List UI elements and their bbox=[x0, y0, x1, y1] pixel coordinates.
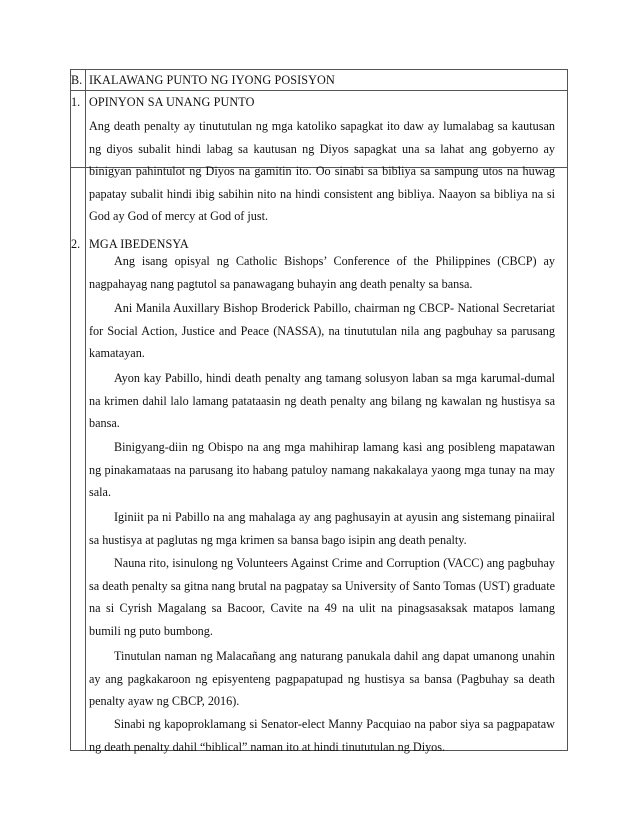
evidence-paragraph: Tinutulan naman ng Malacañang ang naturang panukala dahil ang dapat umanong unahin ay ang pagkakaroon ng episyenteng pagpapatupad ng hustisya sa bansa (Pagbuhay sa death penalty ayaw ng CBCP, 2016). bbox=[89, 649, 555, 708]
evidence-paragraph: Sinabi ng kapoproklamang si Senator-elect Manny Pacquiao na pabor siya sa pagpapataw ng death penalty dahil “biblical” naman ito at hindi tinututulan ng Diyos. bbox=[89, 717, 555, 754]
document-frame bbox=[70, 69, 568, 754]
evidence-paragraph: Ani Manila Auxillary Bishop Broderick Pabillo, chairman ng CBCP- National Secretariat for Social Action, Justice and Peace (NASSA), na tinututulan nila ang pagbuhay sa parusang kamatayan. bbox=[89, 301, 555, 360]
section-b-number: B. bbox=[71, 73, 83, 87]
evidence-paragraph: Nauna rito, isinulong ng Volunteers Against Crime and Corruption (VACC) ang pagbuhay sa death penalty sa gitna nang brutal na pagpatay sa University of Santo Tomas (UST) graduate na si Cyrish Magalang sa Bacoor, Cavite na 49 na ulit na pinagsasaksak matapos lamang bumili ng puto bumbong. bbox=[89, 556, 555, 638]
section-1-number: 1. bbox=[71, 95, 81, 109]
section-1-heading: OPINYON SA UNANG PUNTO bbox=[89, 95, 255, 109]
evidence-paragraph: Binigyang-diin ng Obispo na ang mga mahihirap lamang kasi ang posibleng mapatawan ng pinakamataas na parusang ito habang patuloy namang nakakalaya yaong mga tunay na may sala. bbox=[89, 440, 555, 499]
section-2-number: 2. bbox=[71, 237, 81, 251]
section-2-heading: MGA IBEDENSYA bbox=[89, 237, 189, 251]
evidence-paragraph: Iginiit pa ni Pabillo na ang mahalaga ay ang paghusayin at ayusin ang sistemang pinaiiral sa hustisya at paglutas ng mga krimen sa bansa bago isipin ang death penalty. bbox=[89, 510, 555, 547]
column-divider bbox=[85, 70, 86, 750]
evidence-paragraph: Ang isang opisyal ng Catholic Bishops’ Conference of the Philippines (CBCP) ay nagpahayag nang pagtutol sa panawagang buhayin ang death penalty sa bansa. bbox=[89, 254, 555, 291]
evidence-paragraph: Ayon kay Pabillo, hindi death penalty ang tamang solusyon laban sa mga karumal-dumal na krimen dahil lalo lamang patataasin ng death penalty ang bilang ng kawalan ng hustisya sa bansa. bbox=[89, 371, 555, 430]
row-divider bbox=[71, 90, 567, 91]
section-b-heading: IKALAWANG PUNTO NG IYONG POSISYON bbox=[89, 73, 335, 87]
section-1-paragraph: Ang death penalty ay tinututulan ng mga katoliko sapagkat ito daw ay lumalabag sa kautusan ng diyos subalit hindi labag sa kautusan ng Diyos sapagkat una sa lahat ang gobyerno ay binigyan pahintulot ng Diyos na gamitin ito. Oo sinabi sa bibliya sa sampung utos na huwag papatay subalit hindi ibig sabihin nito na hindi consistent ang bibliya. Naayon sa bibliya na si God ay God of mercy at God of just. bbox=[89, 119, 555, 223]
